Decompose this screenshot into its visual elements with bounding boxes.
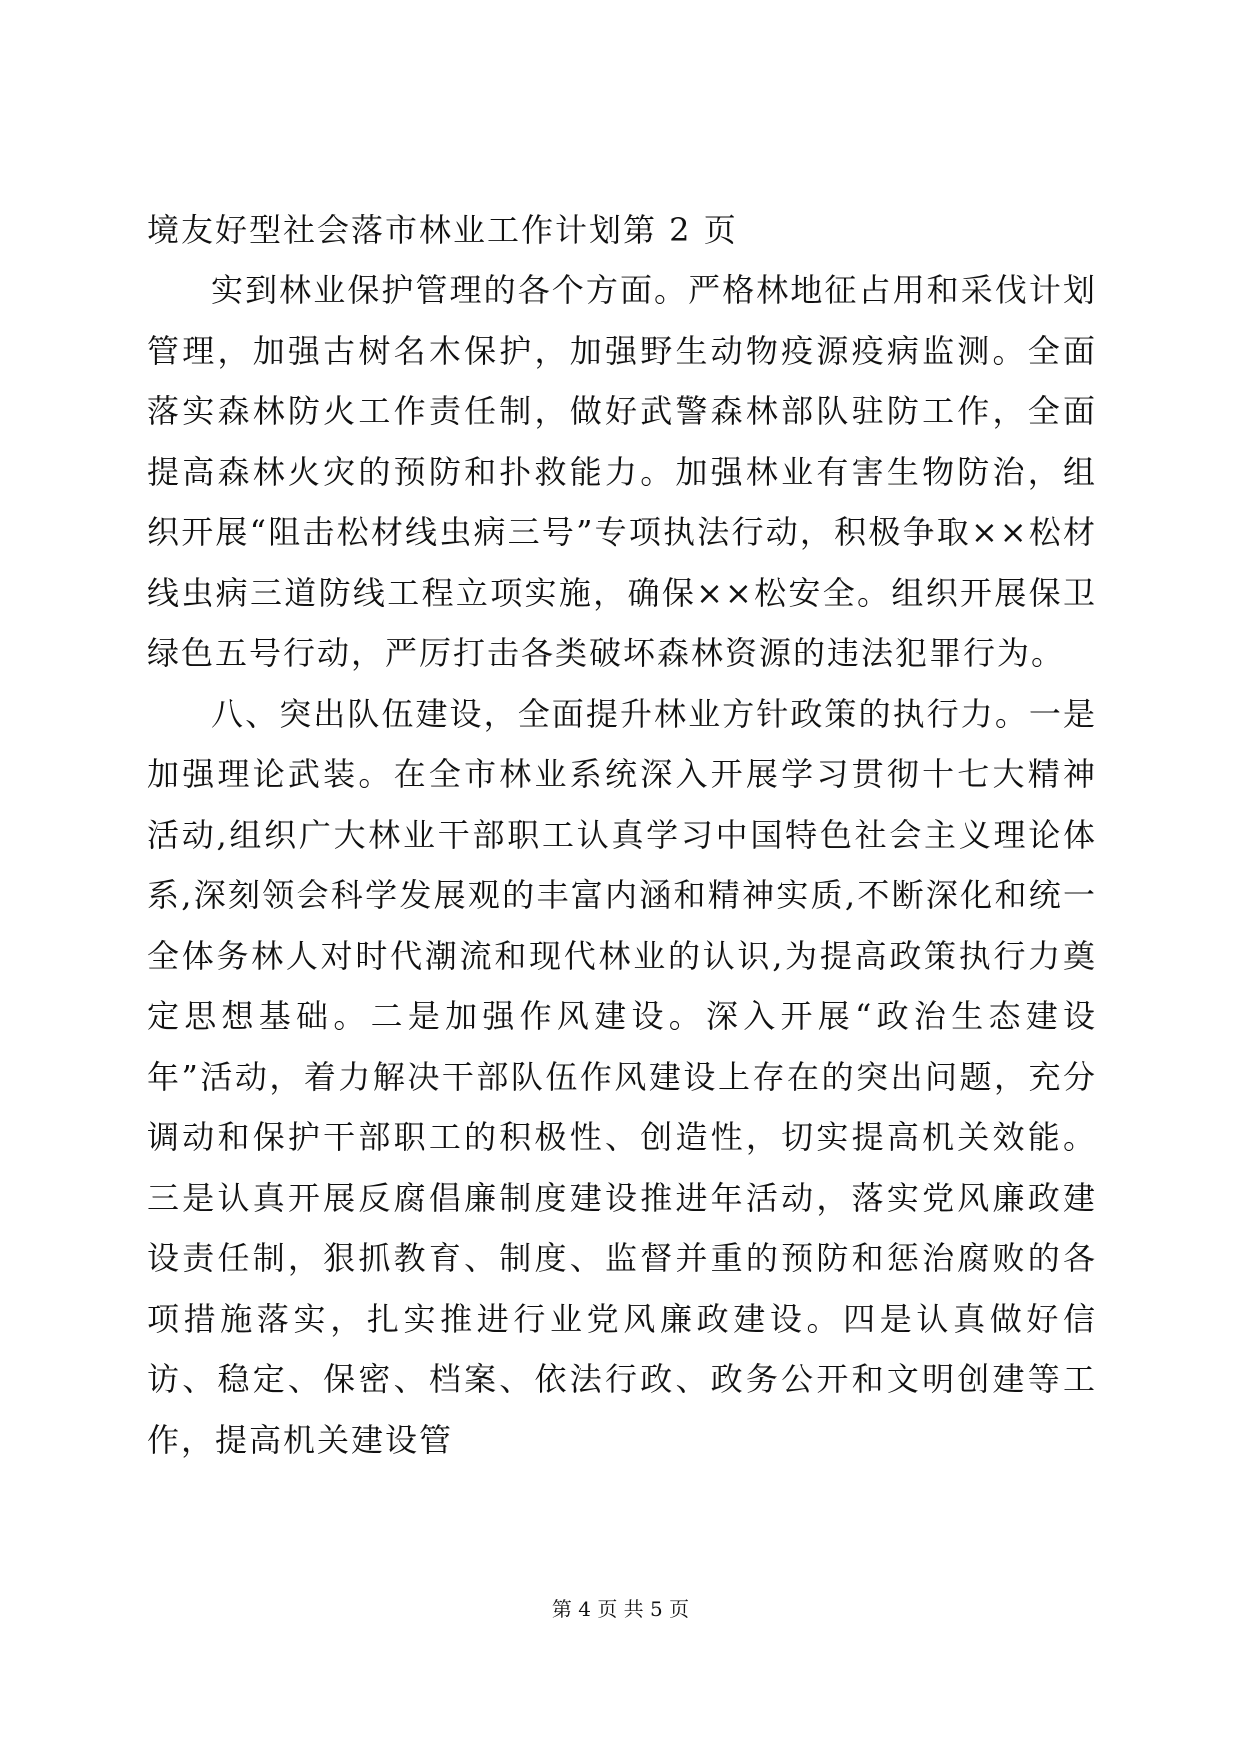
paragraph-team-building: 八、突出队伍建设，全面提升林业方针政策的执行力。一是加强理论武装。在全市林业系统深入开展学习贯彻十七大精神活动,组织广大林业干部职工认真学习中国特色社会主义理论体系,深刻领会科学发展观的丰富内涵和精神实质,不断深化和统一全体务林人对时代潮流和现代林业的认识,为提高政策执行力奠定思想基础。二是加强作风建设。深入开展“政治生态建设年”活动，着力解决干部队伍作风建设上存在的突出问题，充分调动和保护干部职工的积极性、创造性，切实提高机关效能。三是认真开展反腐倡廉制度建设推进年活动，落实党风廉政建设责任制，狠抓教育、制度、监督并重的预防和惩治腐败的各项措施落实，扎实推进行业党风廉政建设。四是认真做好信访、稳定、保密、档案、依法行政、政务公开和文明创建等工作，提高机关建设管 xyxy=(147,694,1097,1459)
page-number-footer: 第 4 页 共 5 页 xyxy=(551,1597,690,1621)
paragraph-forest-protection: 实到林业保护管理的各个方面。严格林地征占用和采伐计划管理，加强古树名木保护，加强野生动物疫源疫病监测。全面落实森林防火工作责任制，做好武警森林部队驻防工作，全面提高森林火灾的预防和扑救能力。加强林业有害生物防治，组织开展“阻击松材线虫病三号”专项执法行动，积极争取××松材线虫病三道防线工程立项实施，确保××松安全。组织开展保卫绿色五号行动，严厉打击各类破坏森林资源的违法犯罪行为。 xyxy=(147,271,1097,672)
document-body xyxy=(147,200,1097,1470)
continuation-heading: 境友好型社会落市林业工作计划第 2 页 xyxy=(147,211,738,249)
